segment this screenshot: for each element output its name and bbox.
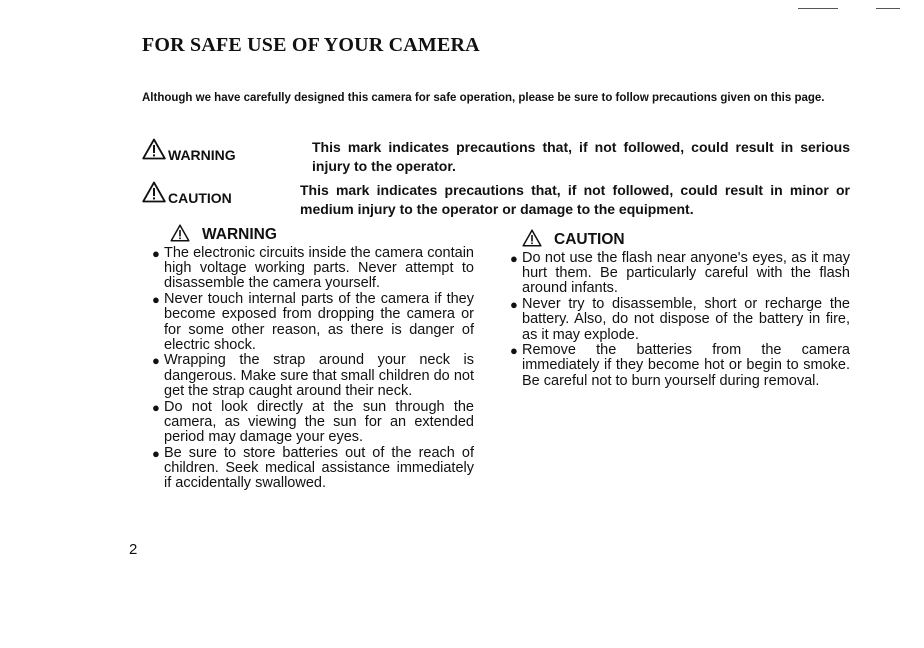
warning-section-heading bbox=[152, 224, 474, 246]
bullet-icon: ● bbox=[152, 445, 160, 461]
bullet-icon: ● bbox=[510, 251, 518, 266]
page-number: 2 bbox=[129, 541, 138, 558]
caution-definition-text: This mark indicates precautions that, if not followed, could result in minor or medium injury to the operator or damage to the equipment. bbox=[300, 182, 850, 217]
warning-triangle-icon bbox=[522, 229, 542, 252]
list-item: ● Do not look directly at the sun through the camera, as viewing the sun for an extended period may damage your eyes. bbox=[152, 398, 474, 445]
list-item: ● Remove the batteries from the camera immediately if they become hot or begin to smoke. Be careful not to burn yourself during removal. bbox=[510, 342, 850, 389]
warning-triangle-icon bbox=[142, 138, 166, 163]
warning-definition-label: WARNING bbox=[168, 147, 236, 163]
warning-list bbox=[152, 246, 474, 491]
bullet-icon: ● bbox=[152, 399, 160, 415]
caution-definition-tag bbox=[142, 181, 232, 206]
page-title: FOR SAFE USE OF YOUR CAMERA bbox=[142, 34, 480, 56]
warning-triangle-icon bbox=[142, 181, 166, 206]
bullet-icon: ● bbox=[510, 343, 518, 359]
warning-triangle-icon bbox=[170, 224, 190, 247]
bullet-icon: ● bbox=[152, 292, 160, 308]
warning-definition-text: This mark indicates precautions that, if not followed, could result in serious injury to the operator. bbox=[312, 139, 850, 174]
warning-definition bbox=[142, 138, 858, 178]
warning-definition-tag bbox=[142, 138, 236, 163]
caution-section-title: CAUTION bbox=[554, 231, 625, 248]
intro-text: Although we have carefully designed this camera for safe operation, please be sure to follow precautions given on this page. bbox=[142, 92, 825, 104]
caution-section bbox=[510, 229, 850, 389]
warning-section-title: WARNING bbox=[202, 226, 277, 243]
caution-section-heading bbox=[510, 229, 850, 251]
list-item: ● Never touch internal parts of the camera if they become exposed from dropping the camera or for some other reason, as there is danger of electric shock. bbox=[152, 291, 474, 353]
list-item: ● Do not use the flash near anyone's eyes, as it may hurt them. Be particularly careful with the flash around infants. bbox=[510, 250, 850, 297]
list-item: ● Never try to disassemble, short or recharge the battery. Also, do not dispose of the battery in fire, as it may explode. bbox=[510, 296, 850, 343]
bullet-icon: ● bbox=[152, 353, 160, 369]
bullet-icon: ● bbox=[152, 246, 160, 261]
caution-definition bbox=[142, 181, 858, 221]
list-item: ● Wrapping the strap around your neck is dangerous. Make sure that small children do not get the strap caught around their neck. bbox=[152, 352, 474, 399]
list-item: ● Be sure to store batteries out of the reach of children. Seek medical assistance immediately if accidentally swallowed. bbox=[152, 444, 474, 492]
scan-artifact bbox=[876, 8, 900, 9]
caution-definition-label: CAUTION bbox=[168, 190, 232, 206]
scan-artifact bbox=[798, 8, 838, 9]
caution-list bbox=[510, 251, 850, 389]
list-item: ● The electronic circuits inside the camera contain high voltage working parts. Never attempt to disassemble the camera yourself. bbox=[152, 245, 474, 292]
warning-section bbox=[152, 224, 474, 492]
bullet-icon: ● bbox=[510, 297, 518, 313]
